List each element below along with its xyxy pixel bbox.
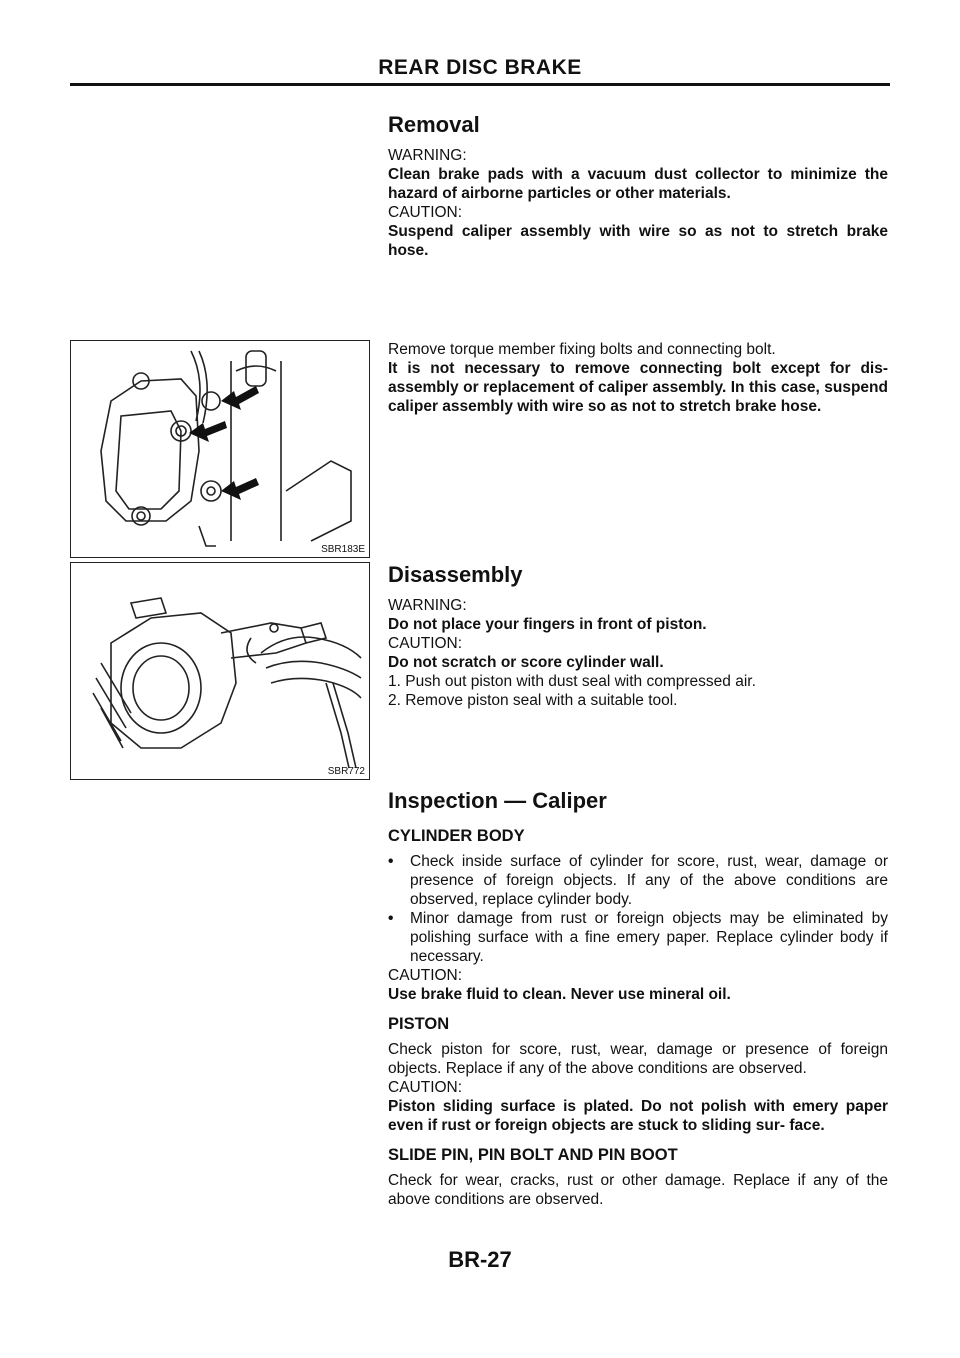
bullet-mark: • bbox=[388, 853, 394, 870]
removal-warning-label: WARNING: bbox=[388, 147, 467, 164]
removal-caution-text: Suspend caliper assembly with wire so as not to stretch brake hose. bbox=[388, 223, 888, 259]
piston-removal-illustration bbox=[71, 563, 367, 777]
inspection-section bbox=[388, 788, 888, 1209]
disassembly-heading: Disassembly bbox=[388, 562, 523, 587]
removal-procedure bbox=[388, 340, 888, 416]
slide-pin-text: Check for wear, cracks, rust or other damage. Replace if any of the above conditions are observed. bbox=[388, 1172, 888, 1208]
bullet-text: Check inside surface of cylinder for score, rust, wear, damage or presence of foreign objects. If any of the above conditions are observed, replace cylinder body. bbox=[410, 853, 888, 908]
list-item bbox=[388, 909, 888, 966]
bullet-mark: • bbox=[388, 910, 394, 927]
cylinder-body-heading: CYLINDER BODY bbox=[388, 827, 525, 845]
cylinder-caution-label: CAUTION: bbox=[388, 967, 463, 984]
slide-pin-heading: SLIDE PIN, PIN BOLT AND PIN BOOT bbox=[388, 1146, 678, 1164]
piston-caution-label: CAUTION: bbox=[388, 1079, 463, 1096]
disassembly-caution-text: Do not scratch or score cylinder wall. bbox=[388, 654, 664, 671]
inspection-heading: Inspection — Caliper bbox=[388, 788, 607, 813]
piston-heading: PISTON bbox=[388, 1015, 450, 1033]
figure-code-sbr772: SBR772 bbox=[327, 766, 365, 777]
removal-warning-text: Clean brake pads with a vacuum dust collector to minimize the hazard of airborne particles or other materials. bbox=[388, 166, 888, 202]
removal-section bbox=[388, 112, 888, 260]
figure-code-sbr183e: SBR183E bbox=[321, 544, 365, 555]
header-rule bbox=[70, 83, 890, 86]
piston-caution-text: Piston sliding surface is plated. Do not polish with emery paper even if rust or foreign objects are stuck to sliding sur- face. bbox=[388, 1098, 888, 1134]
figure-caliper-removal bbox=[70, 340, 370, 558]
list-item bbox=[388, 852, 888, 909]
removal-step-text: Remove torque member fixing bolts and connecting bolt. bbox=[388, 341, 776, 358]
caliper-removal-illustration bbox=[71, 341, 367, 555]
piston-text: Check piston for score, rust, wear, damage or presence of foreign objects. Replace if any of the above conditions are observed. bbox=[388, 1041, 888, 1077]
page-number: BR-27 bbox=[448, 1247, 512, 1272]
page-header-title: REAR DISC BRAKE bbox=[378, 56, 582, 79]
removal-caution-label: CAUTION: bbox=[388, 204, 463, 221]
disassembly-warning-label: WARNING: bbox=[388, 597, 467, 614]
disassembly-section bbox=[388, 562, 888, 710]
disassembly-caution-label: CAUTION: bbox=[388, 635, 463, 652]
disassembly-step: 2. Remove piston seal with a suitable tool. bbox=[388, 692, 678, 709]
bullet-text: Minor damage from rust or foreign objects may be eliminated by polishing surface with a fine emery paper. Replace cylinder body if necessary. bbox=[410, 910, 888, 965]
cylinder-caution-text: Use brake fluid to clean. Never use mineral oil. bbox=[388, 986, 731, 1003]
figure-piston-removal bbox=[70, 562, 370, 780]
removal-note-text: It is not necessary to remove connecting bolt except for dis- assembly or replacement of caliper assembly. In this case, suspend caliper assembly with wire so as not to stretch brake hose. bbox=[388, 360, 888, 415]
removal-heading: Removal bbox=[388, 112, 480, 137]
disassembly-warning-text: Do not place your fingers in front of piston. bbox=[388, 616, 707, 633]
disassembly-step: 1. Push out piston with dust seal with compressed air. bbox=[388, 673, 756, 690]
